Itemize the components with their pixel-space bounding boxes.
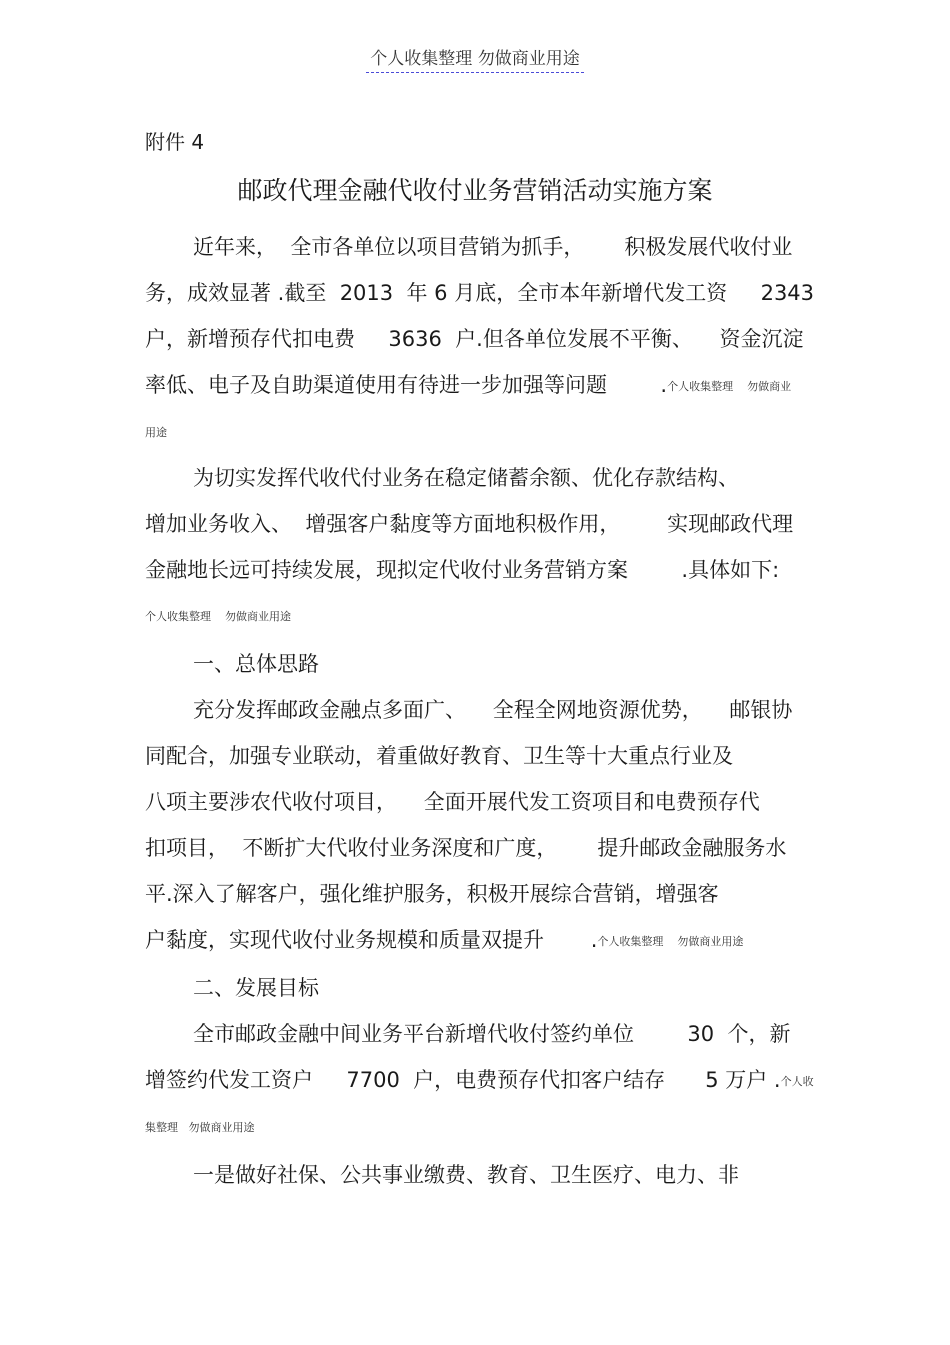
- inline-watermark-note: 个人收集整理 勿做商业用途: [597, 935, 744, 948]
- attachment-label: 附件 4: [145, 130, 205, 154]
- inline-watermark-note: 个人收集整理 勿做商业: [667, 380, 792, 393]
- inline-watermark-note: 个人收: [780, 1075, 814, 1088]
- section-1-line-4: 扣项目， 不断扩大代收付业务深度和广度， 提升邮政金融服务水: [145, 836, 787, 860]
- section-2-line-4: 一是做好社保、公共事业缴费、教育、卫生医疗、电力、非: [193, 1163, 739, 1187]
- section-2-line-2-text: 增签约代发工资户 7700 户，电费预存代扣客户结存 5 万户 .: [145, 1068, 781, 1092]
- section-1-line-2: 同配合，加强专业联动，着重做好教育、卫生等十大重点行业及: [145, 744, 733, 768]
- paragraph-2-line-1: 为切实发挥代收代付业务在稳定储蓄余额、优化存款结构、: [193, 466, 739, 490]
- paragraph-2-line-3: 金融地长远可持续发展，现拟定代收付业务营销方案 .具体如下:: [145, 558, 780, 582]
- section-1-line-1: 充分发挥邮政金融点多面广、 全程全网地资源优势， 邮银协: [193, 698, 793, 722]
- header-watermark-text: 个人收集整理 勿做商业用途: [366, 47, 583, 73]
- watermark-note-continued: 用途: [145, 426, 167, 439]
- page-header: [0, 47, 950, 73]
- paragraph-1-line-4-text: 率低、电子及自助渠道使用有待进一步加强等问题 .: [145, 373, 668, 397]
- paragraph-1-line-2: 务，成效显著 .截至 2013 年 6 月底，全市本年新增代发工资 2343: [145, 281, 815, 305]
- section-2-heading: 二、发展目标: [193, 976, 319, 1000]
- paragraph-1-line-4: [145, 370, 791, 402]
- paragraph-2-line-2: 增加业务收入、 增强客户黏度等方面地积极作用， 实现邮政代理: [145, 512, 794, 536]
- watermark-note: 个人收集整理 勿做商业用途: [145, 610, 291, 623]
- section-1-heading: 一、总体思路: [193, 652, 319, 676]
- document-title: 邮政代理金融代收付业务营销活动实施方案: [237, 176, 713, 205]
- section-2-line-1: 全市邮政金融中间业务平台新增代收付签约单位 30 个，新: [193, 1022, 791, 1046]
- watermark-note-continued: 集整理 勿做商业用途: [145, 1121, 255, 1134]
- section-1-line-6-text: 户黏度，实现代收付业务规模和质量双提升 .: [145, 928, 598, 952]
- paragraph-1-line-3: 户，新增预存代扣电费 3636 户.但各单位发展不平衡、 资金沉淀: [145, 327, 804, 351]
- section-1-line-5: 平.深入了解客户，强化维护服务，积极开展综合营销，增强客: [145, 882, 719, 906]
- paragraph-1-line-1: 近年来， 全市各单位以项目营销为抓手， 积极发展代收付业: [193, 235, 793, 259]
- section-2-line-2: [145, 1065, 814, 1097]
- section-1-line-6: [145, 925, 743, 957]
- section-1-line-3: 八项主要涉农代收付项目， 全面开展代发工资项目和电费预存代: [145, 790, 760, 814]
